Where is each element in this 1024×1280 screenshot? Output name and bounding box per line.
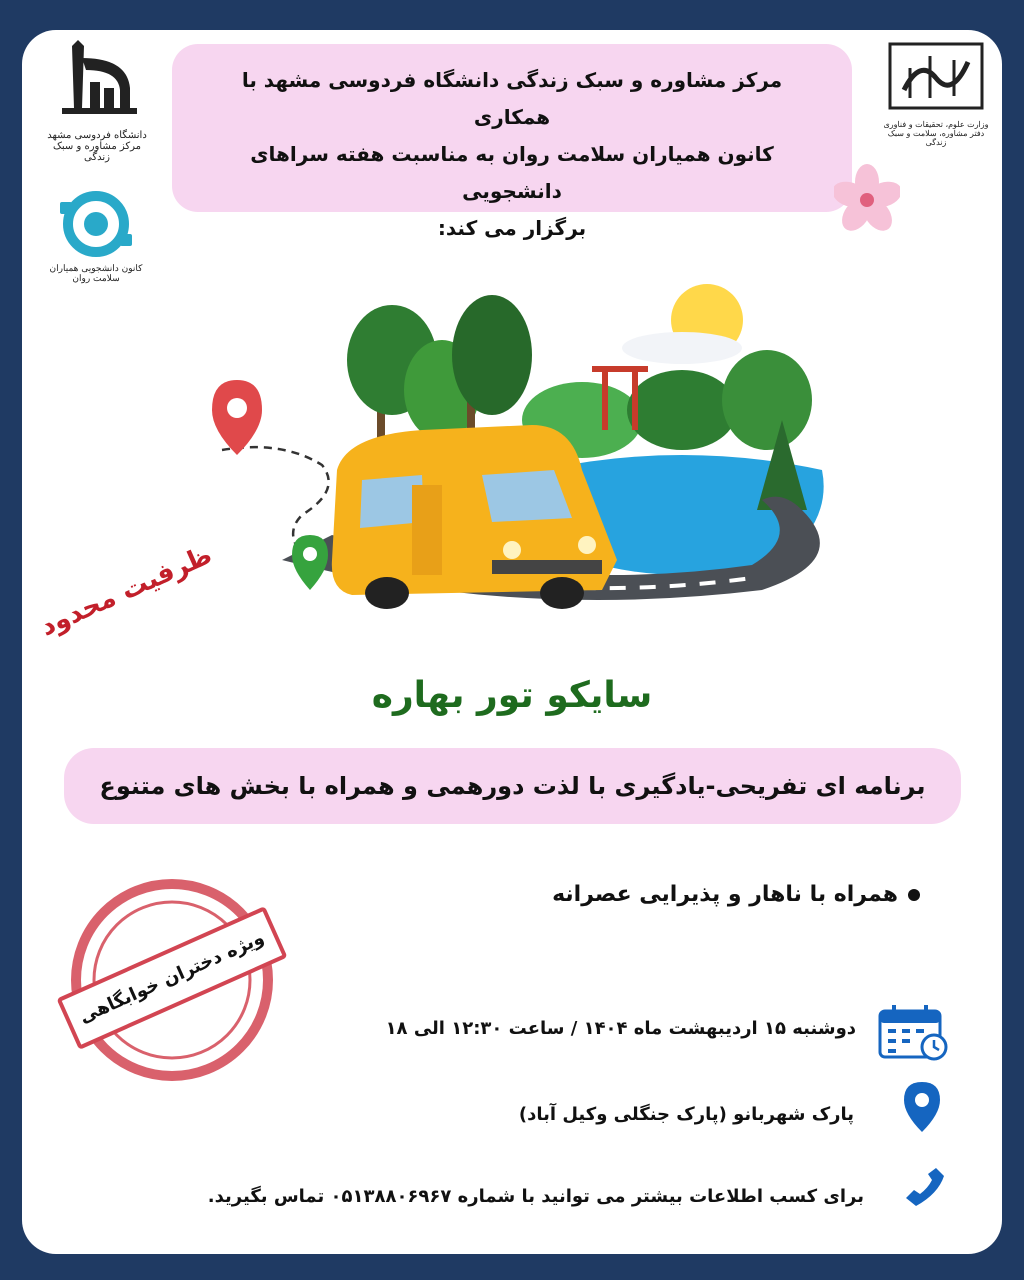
ministry-emblem-icon (880, 38, 992, 116)
subtitle-box (64, 748, 961, 824)
contact-row-text: برای کسب اطلاعات بیشتر می توانید با شماره ۰۵۱۳۸۸۰۶۹۶۷ تماس بگیرید. (207, 1186, 864, 1207)
header-line-3: برگزار می کند: (437, 216, 587, 240)
location-row-text: پارک شهربانو (پارک جنگلی وکیل آباد) (518, 1104, 854, 1125)
bullet-dot-icon (908, 889, 920, 901)
ministry-logo-line2: دفتر مشاوره، سلامت و سبک زندگی (887, 129, 985, 147)
location-pin-icon (902, 1080, 942, 1134)
lunch-bullet (552, 882, 920, 907)
date-row-text: دوشنبه ۱۵ اردیبهشت ماه ۱۴۰۴ / ساعت ۱۲:۳۰ الی ۱۸ (385, 1018, 856, 1039)
ferdowsi-emblem-icon (42, 38, 152, 126)
ferdowsi-logo (42, 38, 152, 168)
header-line-1: مرکز مشاوره و سبک زندگی دانشگاه فردوسی مشهد با همکاری (241, 68, 783, 129)
ministry-logo-line1: وزارت علوم، تحقیقات و فناوری (883, 120, 989, 129)
dormitory-girls-stamp (62, 870, 282, 1090)
header-box (172, 44, 852, 240)
poster-card (22, 30, 1002, 1254)
header-line-2: کانون همیاران سلامت روان به مناسبت هفته سراهای دانشجویی (250, 142, 774, 203)
green-map-pin-icon (292, 535, 328, 590)
ministry-logo (880, 38, 992, 158)
kanoon-logo-line2: سلامت روان (72, 274, 120, 284)
limited-capacity-label: ظرفیت محدود (36, 540, 217, 643)
red-map-pin-icon (212, 380, 262, 455)
ferdowsi-logo-line2: مرکز مشاوره و سبک زندگی (52, 141, 142, 163)
kanoon-logo-line1: کانون دانشجویی همیاران (49, 264, 143, 274)
phone-icon (902, 1164, 946, 1208)
calendar-icon (878, 1005, 950, 1061)
stamp-text: ویژه دختران خوابگاهی (76, 927, 268, 1028)
school-bus-icon (332, 425, 617, 609)
lunch-bullet-text: همراه با ناهار و پذیرایی عصرانه (552, 882, 898, 907)
event-subtitle: برنامه ای تفریحی-یادگیری با لذت دورهمی و همراه با بخش های متنوع (99, 772, 926, 800)
blossom-flower-icon (834, 160, 900, 240)
sun-icon (622, 284, 743, 364)
kanoon-emblem-icon (36, 190, 156, 260)
ferdowsi-logo-line1: دانشگاه فردوسی مشهد (47, 130, 147, 141)
event-title: سایکو تور بهاره (371, 675, 653, 716)
kanoon-logo (36, 190, 156, 300)
bus-trip-illustration (162, 260, 842, 640)
